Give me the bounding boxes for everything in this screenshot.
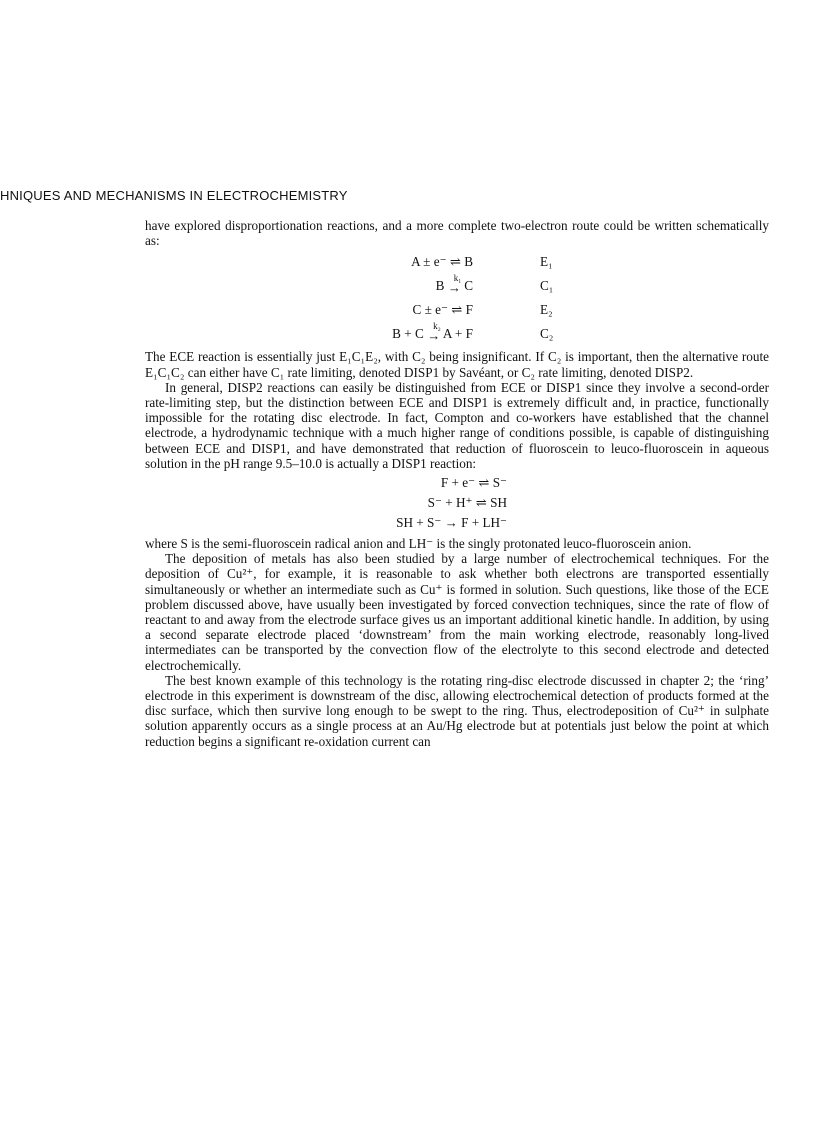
equation-row bbox=[145, 322, 769, 346]
equation-right: F + LH⁻ bbox=[461, 515, 507, 531]
equation-left: B + C bbox=[392, 326, 424, 342]
equation-row bbox=[145, 473, 769, 493]
equation-left: SH + S⁻ bbox=[396, 515, 442, 531]
running-header: HNIQUES AND MECHANISMS IN ELECTROCHEMISTRY bbox=[0, 188, 348, 203]
paragraph-ece: The ECE reaction is essentially just E₁C₁E₂, with C₂ being insignificant. If C₂ is important, then the alternative route E₁C₁C₂ can either have C₁ rate limiting, denoted DISP1 by Savéant, or C₂ rate limiting, denoted DISP2. bbox=[145, 349, 769, 380]
equation bbox=[435, 272, 473, 295]
equation-tag: E₁ bbox=[540, 254, 553, 270]
equation bbox=[411, 254, 473, 269]
rate-constant: k₁ bbox=[453, 272, 462, 283]
equation-row bbox=[145, 493, 769, 513]
equation-tag: C₁ bbox=[540, 278, 554, 294]
equation-right: S⁻ bbox=[492, 475, 507, 491]
equation-row bbox=[145, 298, 769, 322]
equation bbox=[428, 495, 507, 510]
paragraph-ring-disc: The best known example of this technology is the rotating ring-disc electrode discussed in chapter 2; the ‘ring’ electrode in this experiment is downstream of the disc, allowing electrochemical detection of products formed at the disc surface, which then survive long enough to be swept to the ring. Thus, electrodeposition of Cu²⁺ in sulphate solution apparently occurs as a single process at an Au/Hg electrode but at potentials just below the point at which reduction begins a significant re-oxidation current can bbox=[145, 672, 769, 749]
reaction-scheme-ece bbox=[145, 250, 769, 346]
equation-row bbox=[145, 513, 769, 533]
equation bbox=[441, 475, 507, 490]
equation-arrow: → bbox=[447, 279, 461, 295]
equation-right: SH bbox=[490, 495, 507, 511]
equation-left: B bbox=[435, 278, 445, 294]
equation-right: F bbox=[465, 302, 473, 318]
equation-tag: E₂ bbox=[540, 302, 553, 318]
equation-arrow: → bbox=[444, 515, 458, 531]
paragraph-deposition: The deposition of metals has also been studied by a large number of electrochemical techniques. For the deposition of Cu²⁺, for example, it is reasonable to ask whether both electrons are transported essentially simultaneously or whether an intermediate such as Cu⁺ is formed in solution. Such questions, like those of the ECE problem discussed above, have usually been investigated by forced convection techniques, since the rate of flow of reactant to and away from the electrode surface gives us an important additional kinetic handle. In addition, by using a second separate electrode placed ‘downstream’ from the main working electrode, reasonably long-lived intermediates can be transported by the convection flow of the electrolyte to this second electrode and detected electrochemically. bbox=[145, 551, 769, 673]
equation-right: C bbox=[464, 278, 473, 294]
equation-arrow: ⇌ bbox=[451, 302, 463, 318]
equation-tag: C₂ bbox=[540, 326, 554, 342]
equation-left: F + e⁻ bbox=[440, 475, 476, 491]
equation bbox=[413, 302, 473, 317]
equation-left: C ± e⁻ bbox=[412, 302, 448, 318]
paragraph-definitions: where S is the semi-fluoroscein radical anion and LH⁻ is the singly protonated leuco-fluoroscein anion. bbox=[145, 536, 692, 552]
equation-row bbox=[145, 274, 769, 298]
equation-right: B bbox=[464, 254, 473, 270]
rate-arrow bbox=[447, 272, 462, 295]
equation-arrow: ⇌ bbox=[475, 495, 487, 511]
rate-arrow bbox=[427, 320, 441, 343]
equation-left: S⁻ + H⁺ bbox=[427, 495, 473, 511]
equation bbox=[396, 515, 507, 530]
equation-arrow: ⇌ bbox=[449, 254, 461, 270]
equation-left: A ± e⁻ bbox=[411, 254, 447, 270]
equation-arrow: → bbox=[427, 327, 441, 343]
equation-right: A + F bbox=[442, 326, 473, 342]
reaction-scheme-disp1 bbox=[145, 473, 769, 533]
rate-constant: k₂ bbox=[433, 320, 441, 331]
equation-arrow: ⇌ bbox=[478, 475, 490, 491]
paragraph-disp: In general, DISP2 reactions can easily be distinguished from ECE or DISP1 since they involve a second-order rate-limiting step, but the distinction between ECE and DISP1 is extremely difficult and, in practice, functionally impossible for the rotating disc electrode. In fact, Compton and co-workers have established that the channel electrode, a hydrodynamic technique with a much higher range of conditions possible, is capable of distinguishing between ECE and DISP1, and have demonstrated that reduction of fluoroscein to leuco-fluoroscein in aqueous solution in the pH range 9.5–10.0 is actually a DISP1 reaction: bbox=[145, 379, 769, 471]
equation bbox=[392, 320, 473, 343]
page-body bbox=[145, 218, 769, 749]
intro-paragraph: have explored disproportionation reactions, and a more complete two-electron route could be written schematically as: bbox=[145, 218, 769, 249]
